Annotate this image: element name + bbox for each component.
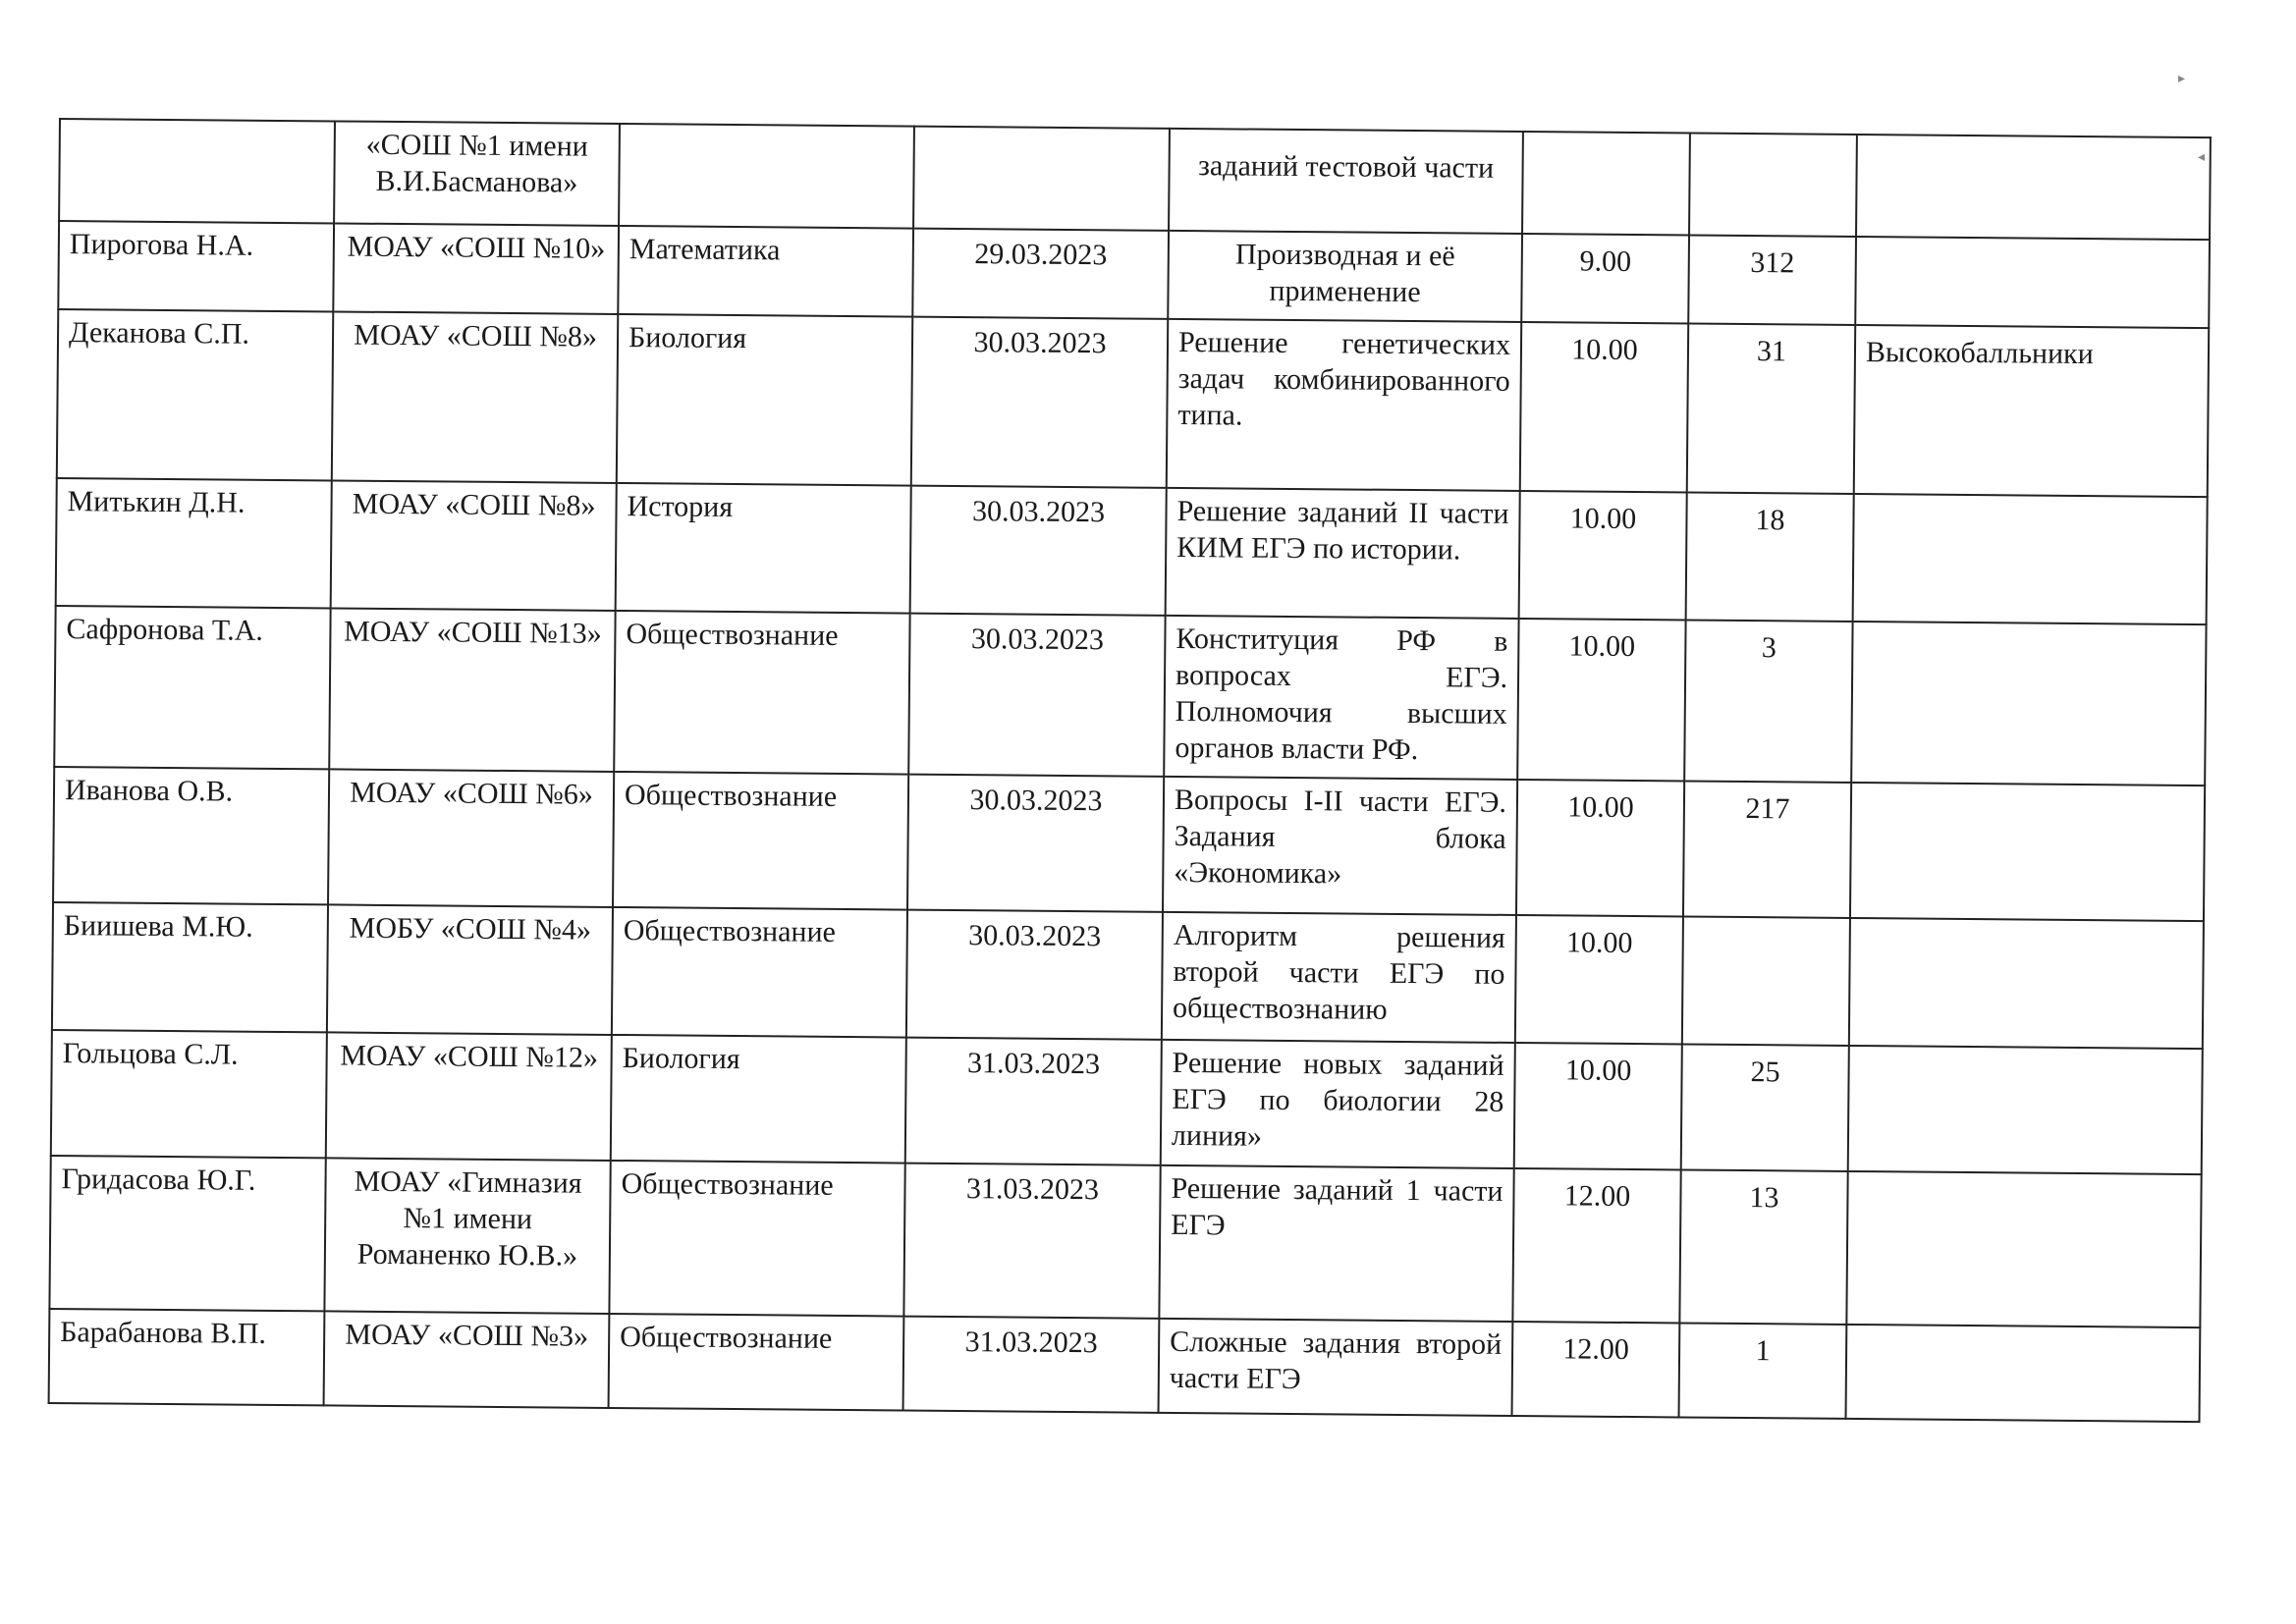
table-row <box>51 1030 2203 1174</box>
time-cell: 12.00 <box>1512 1322 1680 1417</box>
teacher-name-cell: Пирогова Н.А. <box>58 221 334 311</box>
table-row <box>59 119 2211 240</box>
teacher-name-cell: Сафронова Т.А. <box>54 606 330 769</box>
teacher-name-cell: Гридасова Ю.Г. <box>49 1156 325 1311</box>
subject-cell: Биология <box>611 1035 906 1164</box>
school-cell: МОАУ «СОШ №8» <box>332 311 618 483</box>
topic-cell: Сложные задания второй части ЕГЭ <box>1159 1319 1513 1416</box>
date-cell: 30.03.2023 <box>910 486 1167 616</box>
topic-cell: Решение новых заданий ЕГЭ по биологии 28 линия» <box>1161 1040 1515 1168</box>
room-cell: 312 <box>1688 235 1856 324</box>
time-cell <box>1522 132 1690 235</box>
subject-cell: Обществознание <box>612 907 907 1038</box>
subject-cell: Обществознание <box>614 611 909 775</box>
table-row <box>49 1309 2201 1422</box>
room-cell: 18 <box>1686 492 1854 621</box>
subject-cell: Биология <box>617 314 912 486</box>
topic-cell: Решение генетических задач комбинированного типа. <box>1167 319 1521 491</box>
school-cell: МОАУ «СОШ №6» <box>328 769 614 907</box>
note-cell <box>1856 135 2211 240</box>
date-cell: 30.03.2023 <box>906 910 1163 1040</box>
teacher-name-cell <box>59 119 335 223</box>
table-row <box>52 902 2204 1049</box>
table-row <box>56 478 2208 624</box>
topic-cell: заданий тестовой части <box>1169 129 1523 234</box>
date-cell: 30.03.2023 <box>908 614 1165 777</box>
note-cell <box>1850 783 2205 921</box>
note-cell <box>1855 237 2210 328</box>
note-cell <box>1849 918 2204 1049</box>
room-cell <box>1689 133 1857 236</box>
room-cell: 31 <box>1687 323 1855 493</box>
schedule-sheet <box>48 118 2210 1423</box>
teacher-name-cell: Барабанова В.П. <box>49 1309 325 1405</box>
topic-cell: Алгоритм решения второй части ЕГЭ по обществознанию <box>1162 912 1516 1043</box>
school-cell: МОАУ «СОШ №10» <box>333 223 619 314</box>
subject-cell: Обществознание <box>609 1314 904 1411</box>
room-cell: 217 <box>1683 781 1851 917</box>
room-cell: 25 <box>1681 1044 1849 1170</box>
note-cell <box>1848 1046 2203 1174</box>
teacher-name-cell: Деканова С.П. <box>57 309 333 480</box>
time-cell: 10.00 <box>1516 780 1684 916</box>
note-cell <box>1846 1325 2201 1422</box>
date-cell: 30.03.2023 <box>911 317 1168 488</box>
date-cell: 31.03.2023 <box>905 1038 1162 1165</box>
topic-cell: Производная и её применение <box>1168 231 1522 322</box>
time-cell: 10.00 <box>1519 491 1687 620</box>
subject-cell: Обществознание <box>609 1161 904 1317</box>
time-cell: 10.00 <box>1515 915 1683 1044</box>
date-cell: 30.03.2023 <box>907 775 1164 912</box>
subject-cell <box>619 124 914 229</box>
date-cell: 29.03.2023 <box>912 229 1169 319</box>
school-cell: «СОШ №1 имени В.И.Басманова» <box>334 121 620 226</box>
time-cell: 10.00 <box>1514 1043 1682 1169</box>
school-cell: МОАУ «Гимназия №1 имени Романенко Ю.В.» <box>324 1158 610 1314</box>
time-cell: 10.00 <box>1520 322 1688 492</box>
note-cell: Высокобалльники <box>1854 325 2209 497</box>
scan-speck: ▸ <box>2178 71 2186 86</box>
date-cell <box>913 127 1170 231</box>
table-row <box>54 606 2206 785</box>
room-cell: 13 <box>1679 1169 1847 1324</box>
teacher-name-cell: Митькин Д.Н. <box>56 478 332 608</box>
consultation-schedule-table <box>48 118 2212 1423</box>
room-cell: 3 <box>1684 620 1852 782</box>
school-cell: МОБУ «СОШ №4» <box>327 904 613 1035</box>
school-cell: МОАУ «СОШ №12» <box>326 1032 612 1161</box>
date-cell: 31.03.2023 <box>903 1164 1160 1319</box>
topic-cell: Решение заданий 1 части ЕГЭ <box>1159 1165 1513 1322</box>
topic-cell: Решение заданий II части КИМ ЕГЭ по истории. <box>1166 488 1520 619</box>
topic-cell: Конституция РФ в вопросах ЕГЭ. Полномочия высших органов власти РФ. <box>1164 616 1518 780</box>
note-cell <box>1853 494 2208 624</box>
subject-cell: Математика <box>618 226 913 317</box>
teacher-name-cell: Иванова О.В. <box>53 767 329 904</box>
time-cell: 12.00 <box>1512 1168 1680 1323</box>
subject-cell: История <box>616 483 911 614</box>
school-cell: МОАУ «СОШ №8» <box>331 480 617 611</box>
time-cell: 9.00 <box>1521 234 1689 323</box>
subject-cell: Обществознание <box>613 772 908 910</box>
table-row <box>49 1156 2201 1327</box>
teacher-name-cell: Гольцова С.Л. <box>51 1030 327 1158</box>
note-cell <box>1846 1171 2201 1327</box>
table-row <box>57 309 2209 497</box>
table-row <box>53 767 2205 921</box>
teacher-name-cell: Биишева М.Ю. <box>52 902 328 1032</box>
topic-cell: Вопросы I-II части ЕГЭ. Задания блока «Экономика» <box>1163 777 1517 915</box>
school-cell: МОАУ «СОШ №3» <box>324 1311 610 1408</box>
room-cell <box>1682 916 1850 1045</box>
time-cell: 10.00 <box>1517 619 1685 781</box>
school-cell: МОАУ «СОШ №13» <box>329 608 615 772</box>
note-cell <box>1851 622 2206 785</box>
room-cell: 1 <box>1679 1323 1847 1418</box>
scan-speck: ◂ <box>2198 149 2206 165</box>
date-cell: 31.03.2023 <box>903 1317 1160 1413</box>
